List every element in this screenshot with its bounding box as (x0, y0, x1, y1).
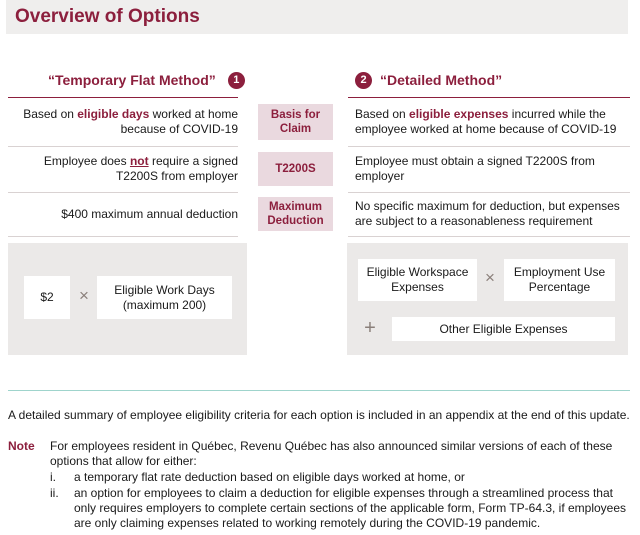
note-label: Note (8, 439, 35, 453)
row1-left-post: worked at home because of COVID-19 (120, 107, 238, 136)
row1-right-cell (355, 105, 630, 139)
row3-left-cell: $400 maximum annual deduction (61, 206, 238, 221)
row2-left-highlight: not (129, 154, 149, 168)
method1-number-badge: 1 (228, 72, 245, 89)
right-header-rule (348, 97, 630, 98)
label-basis-for-claim: Basis for Claim (258, 104, 333, 140)
note-list-item (50, 486, 630, 532)
row-divider (8, 146, 238, 147)
row3-right-cell: No specific maximum for deduction, but expenses are subject to a reasonableness requirement (355, 199, 620, 228)
row1-left-cell (8, 105, 238, 139)
plus-icon: + (364, 316, 376, 339)
formula-amount-box: $2 (24, 276, 70, 319)
method2-title: “Detailed Method” (380, 72, 503, 88)
row-divider (348, 146, 630, 147)
formula-days-box: Eligible Work Days (maximum 200) (97, 276, 232, 319)
method2-number-badge: 2 (355, 72, 372, 89)
note-item-text: an option for employees to claim a deduction for eligible expenses through a streamlined process that only requires employers to complete certain sections of the applicable form, Form TP-64.3, if employees are only claiming expenses related to working remotely during the COVID-19 pandemic. (74, 486, 627, 530)
row2-left-post: require a signed T2200S from employer (115, 154, 238, 183)
row1-right-post: incurred while the employee worked at home because of COVID-19 (355, 107, 617, 136)
note-item-marker: i. (50, 470, 56, 484)
row1-right-highlight: eligible expenses (409, 107, 509, 121)
method1-title: “Temporary Flat Method” (48, 72, 216, 88)
row2-left-pre: Employee does (43, 154, 130, 168)
formula-percentage-box: Employment Use Percentage (504, 259, 615, 301)
page-title: Overview of Options (15, 6, 200, 27)
section-divider (8, 390, 630, 391)
method1-heading (48, 70, 245, 90)
row1-left-highlight: eligible days (77, 107, 150, 121)
note-list-item (50, 470, 630, 486)
note-item-marker: ii. (50, 486, 59, 500)
row-divider (348, 192, 630, 193)
formula-workspace-box: Eligible Workspace Expenses (358, 259, 477, 301)
title-bar (6, 0, 628, 34)
row-divider (8, 236, 238, 237)
note-intro: For employees resident in Québec, Revenu Québec has also announced similar versions of each of these options that allow for either: (50, 439, 613, 468)
label-maximum-deduction: Maximum Deduction (258, 197, 333, 231)
multiply-icon: × (485, 268, 495, 287)
note-item-text: a temporary flat rate deduction based on eligible days worked at home, or (74, 470, 465, 484)
row2-left-cell (8, 152, 238, 186)
left-header-rule (8, 97, 238, 98)
row-divider (348, 236, 630, 237)
row2-right-cell: Employee must obtain a signed T2200S from employer (355, 154, 595, 183)
summary-text: A detailed summary of employee eligibility criteria for each option is included in an appendix at the end of this update. (8, 408, 630, 422)
row-divider (8, 192, 238, 193)
row1-left-pre: Based on (23, 107, 78, 121)
row1-right-pre: Based on (355, 107, 410, 121)
multiply-icon: × (79, 286, 89, 305)
formula-other-expenses-box: Other Eligible Expenses (392, 317, 615, 341)
label-t2200s: T2200S (258, 152, 333, 186)
method2-heading (355, 70, 502, 90)
